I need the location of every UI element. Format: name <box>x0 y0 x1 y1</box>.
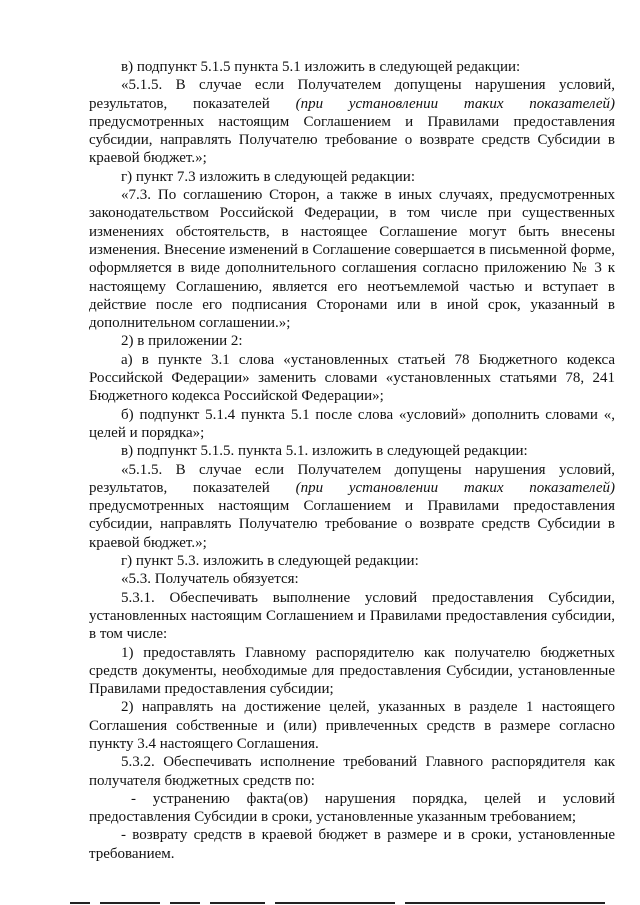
paragraph-text: предусмотренных настоящим Соглашением и Правилами предоставления субсидии, направлять Получателю требование о возврате средств Субсидии в краевой бюджет.»; <box>89 113 615 167</box>
paragraph: - возврату средств в краевой бюджет в размере и в сроки, установленные требованием. <box>89 827 615 862</box>
document-page <box>89 58 615 863</box>
paragraph-text: предусмотренных настоящим Соглашением и Правилами предоставления субсидии, направлять Получателю требование о возврате средств Субсидии в краевой бюджет.»; <box>89 498 615 551</box>
italic-note: (при установлении таких показателей) <box>295 479 615 496</box>
italic-note: (при установлении таких показателей) <box>295 95 615 112</box>
paragraph: 2) направлять на достижение целей, указанных в разделе 1 настоящего Соглашения собственные и (или) привлеченных средств в размере согласно пункту 3.4 настоящего Соглашения. <box>89 699 615 752</box>
paragraph: а) в пункте 3.1 слова «установленных статьей 78 Бюджетного кодекса Российской Федерации» заменить словами «установленных статьями 78, 241 Бюджетного кодекса Российской Федерации»; <box>89 351 615 405</box>
paragraph: 5.3.2. Обеспечивать исполнение требований Главного распорядителя как получателя бюджетных средств по: <box>89 754 615 789</box>
paragraph <box>89 76 615 167</box>
paragraph: в) подпункт 5.1.5 пункта 5.1 изложить в следующей редакции: <box>121 59 521 75</box>
paragraph-text: «5.1.5. В случае если Получателем допущены нарушения условий, результатов, показателей <box>89 461 615 496</box>
footer-rule <box>70 900 610 905</box>
paragraph: 1) предоставлять Главному распорядителю как получателю бюджетных средств документы, необходимые для предоставления Субсидии, установленные Правилами предоставления субсидии; <box>89 644 615 698</box>
paragraph: в) подпункт 5.1.5. пункта 5.1. изложить в следующей редакции: <box>121 443 528 460</box>
paragraph: 2) в приложении 2: <box>121 333 243 350</box>
paragraph: «5.3. Получатель обязуется: <box>121 571 299 588</box>
paragraph: б) подпункт 5.1.4 пункта 5.1 после слова «условий» дополнить словами «, целей и порядка»; <box>89 406 615 441</box>
paragraph-text: «5.1.5. В случае если Получателем допущены нарушения условий, результатов, показателей <box>89 77 615 112</box>
paragraph: 5.3.1. Обеспечивать выполнение условий предоставления Субсидии, установленных настоящим Соглашением и Правилами предоставления субсидии, в том числе: <box>89 589 615 643</box>
paragraph: г) пункт 7.3 изложить в следующей редакции: <box>121 168 415 185</box>
paragraph: - устранению факта(ов) нарушения порядка, целей и условий предоставления Субсидии в сроки, установленные указанным требованием; <box>89 790 615 826</box>
paragraph: «7.3. По соглашению Сторон, а также в иных случаях, предусмотренных законодательством Российской Федерации, в том числе при существенных изменениях обстоятельств, в настоящее Соглашение могут быть внесены изменения. Внесение изменений в Соглашение совершается в письменной форме, оформляется в виде дополнительного соглашения согласно приложению № 3 к настоящему Соглашению, является его неотъемлемой частью и вступает в действие после его подписания Сторонами или в иной срок, указанный в дополнительном соглашении.»; <box>89 187 615 332</box>
paragraph <box>89 461 615 552</box>
paragraph: г) пункт 5.3. изложить в следующей редакции: <box>121 553 419 570</box>
